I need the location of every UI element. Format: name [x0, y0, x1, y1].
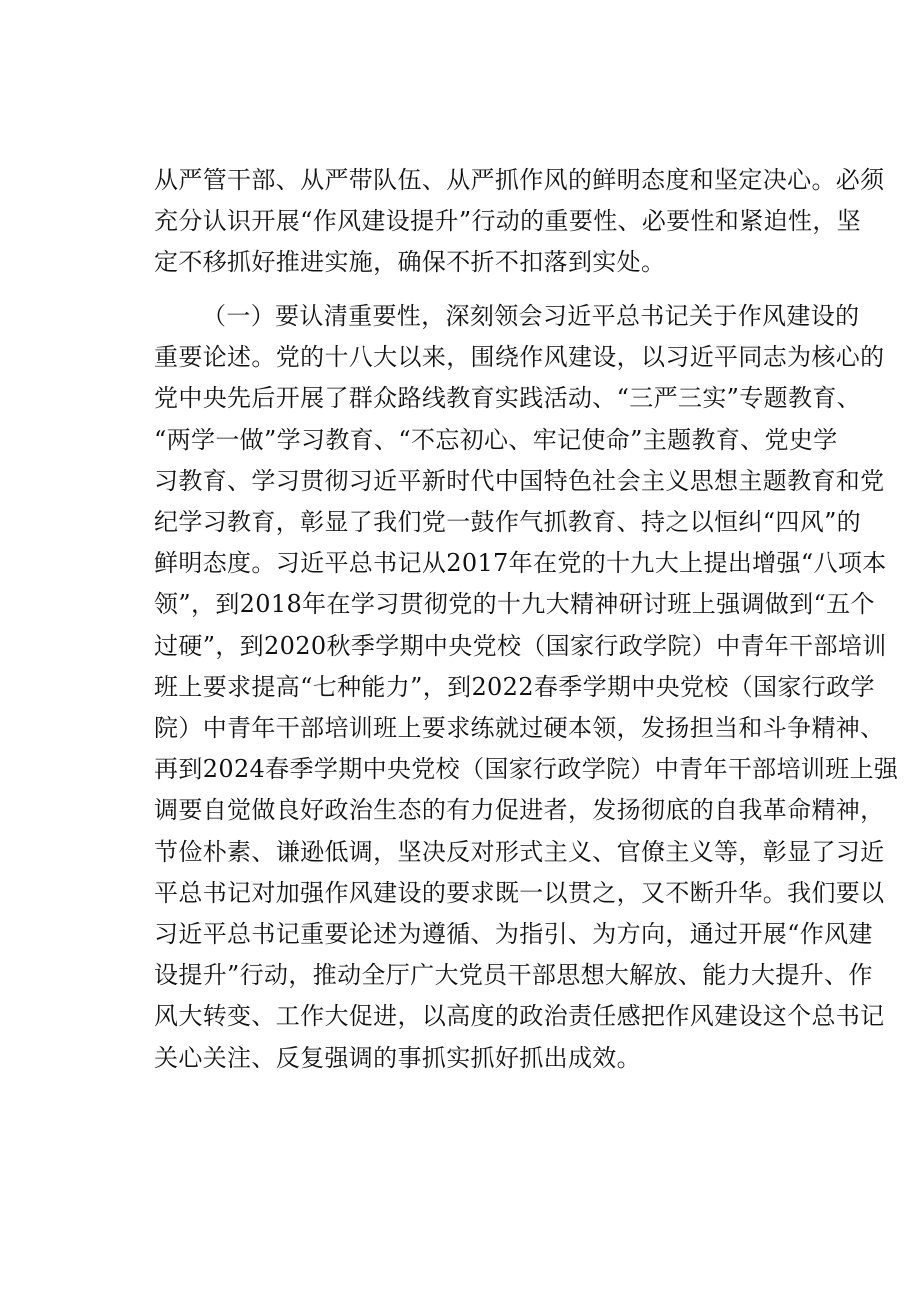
- text-line: “两学一做”学习教育、“不忘初心、牢记使命”主题教育、党史学: [154, 425, 838, 454]
- text-line: 充分认识开展“作风建设提升”行动的重要性、必要性和紧迫性，坚: [154, 207, 862, 236]
- text-line: 领”，到2018年在学习贯彻党的十九大精神研讨班上强调做到“五个: [154, 590, 875, 619]
- text-line: 鲜明态度。习近平总书记从2017年在党的十九大上提出增强“八项本: [154, 549, 887, 578]
- text-line: 设提升”行动，推动全厅广大党员干部思想大解放、能力大提升、作: [154, 961, 873, 990]
- text-line: 调要自觉做良好政治生态的有力促进者，发扬彻底的自我革命精神，: [154, 796, 885, 825]
- paragraph-section-one: [154, 296, 899, 1079]
- text-line: 风大转变、工作大促进，以高度的政治责任感把作风建设这个总书记: [154, 1002, 885, 1031]
- section-heading-line: （一）要认清重要性，深刻领会习近平总书记关于作风建设的: [202, 302, 860, 330]
- text-line: 再到2024春季学期中央党校（国家行政学院）中青年干部培训班上强: [154, 755, 899, 784]
- text-line: 习近平总书记重要论述为遵循、为指引、为方向，通过开展“作风建: [154, 920, 873, 949]
- text-line: 平总书记对加强作风建设的要求既一以贯之，又不断升华。我们要以: [154, 878, 885, 907]
- text-line: 重要论述。党的十八大以来，围绕作风建设，以习近平同志为核心的: [154, 343, 885, 372]
- paragraph-continuation: [154, 160, 885, 284]
- text-line: 定不移抓好推进实施，确保不折不扣落到实处。: [154, 248, 666, 277]
- text-line: 党中央先后开展了群众路线教育实践活动、“三严三实”专题教育、: [154, 384, 862, 413]
- text-line: 过硬”，到2020秋季学期中央党校（国家行政学院）中青年干部培训: [154, 631, 887, 660]
- text-line: 节俭朴素、谦逊低调，坚决反对形式主义、官僚主义等，彰显了习近: [154, 837, 885, 866]
- text-line: 院）中青年干部培训班上要求练就过硬本领，发扬担当和斗争精神、: [154, 714, 885, 743]
- text-line: 习教育、学习贯彻习近平新时代中国特色社会主义思想主题教育和党: [154, 466, 885, 495]
- text-line: 纪学习教育，彰显了我们党一鼓作气抓教育、持之以恒纠“四风”的: [154, 508, 862, 537]
- text-line: 关心关注、反复强调的事抓实抓好抓出成效。: [154, 1043, 641, 1072]
- text-line: 班上要求提高“七种能力”，到2022春季学期中央党校（国家行政学: [154, 672, 875, 701]
- text-line: 从严管干部、从严带队伍、从严抓作风的鲜明态度和坚定决心。必须: [154, 166, 885, 194]
